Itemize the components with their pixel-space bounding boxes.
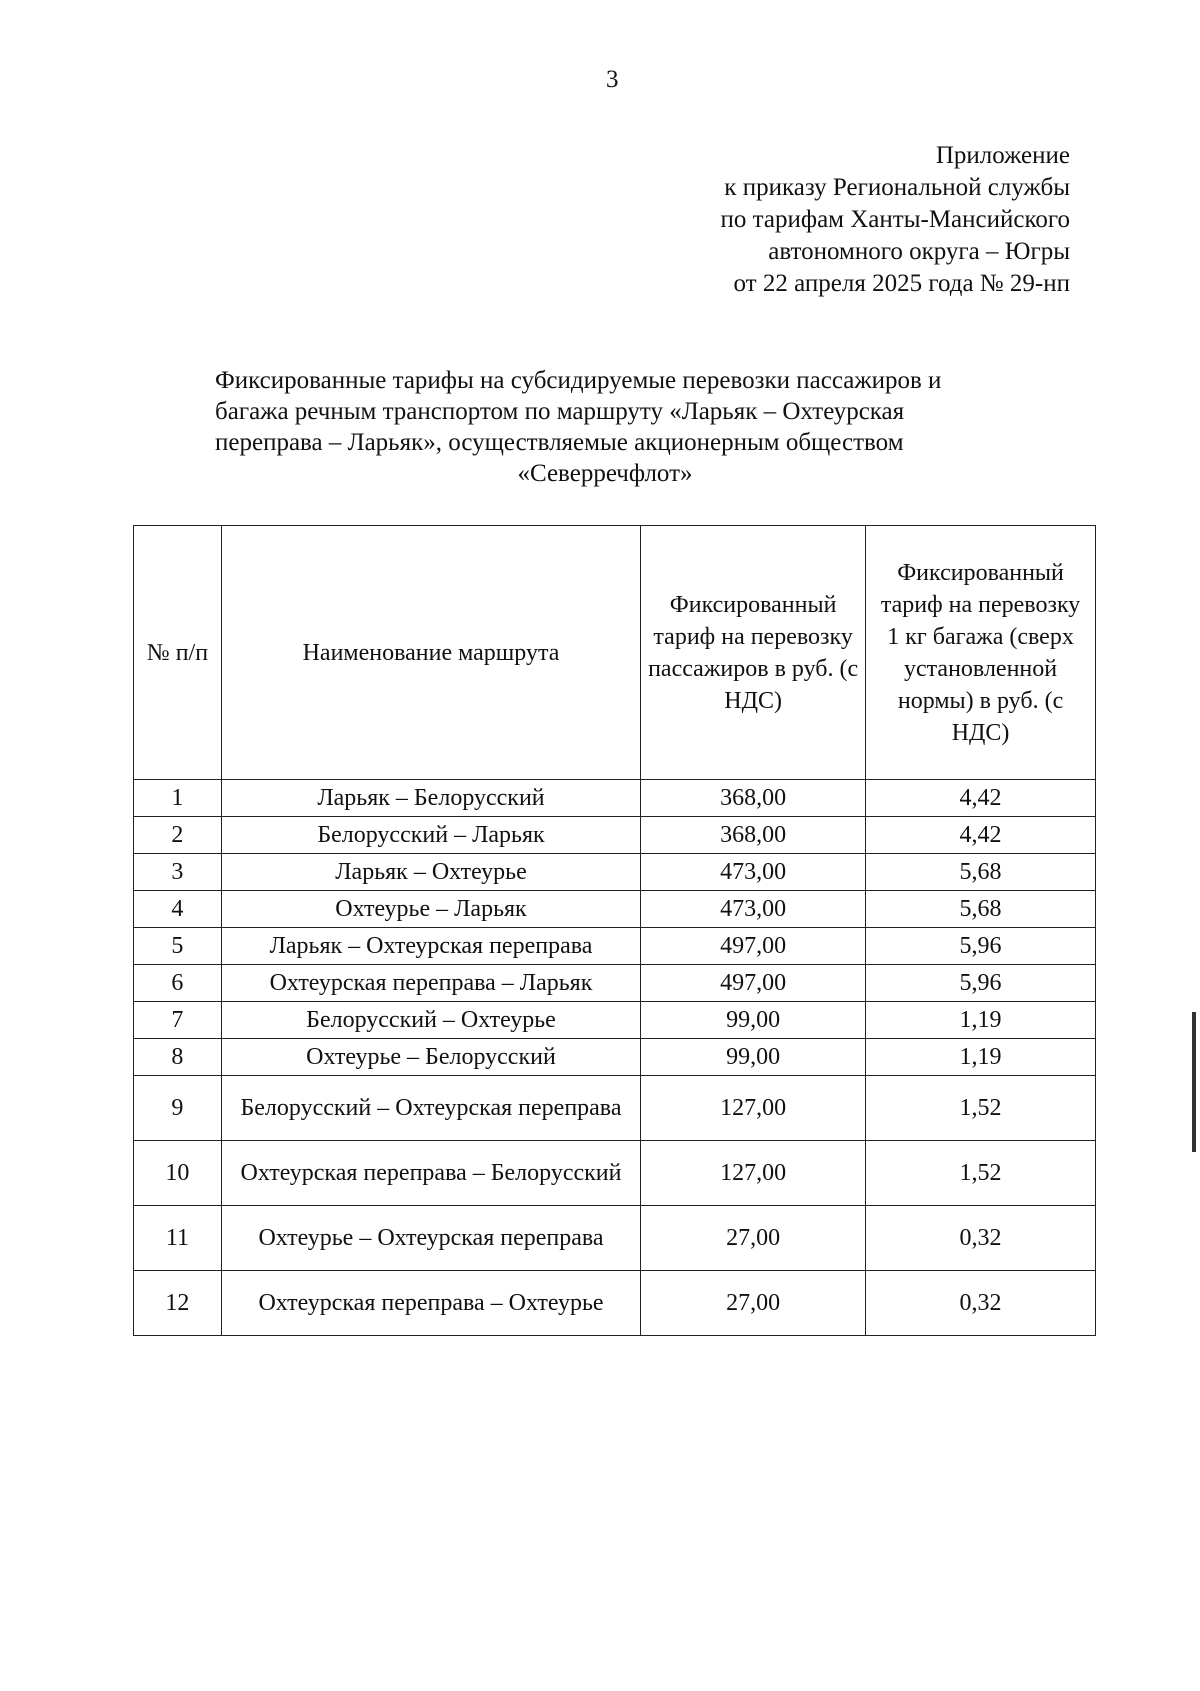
row-route: Ларьяк – Охтеурская переправа [221, 928, 640, 965]
row-num: 10 [134, 1141, 222, 1206]
appendix-header [550, 140, 1070, 300]
title-line: багажа речным транспортом по маршруту «Ларьяк – Охтеурская [215, 398, 905, 425]
row-num: 8 [134, 1039, 222, 1076]
row-num: 6 [134, 965, 222, 1002]
row-passenger-tariff: 473,00 [641, 891, 866, 928]
row-route: Охтеурская переправа – Белорусский [221, 1141, 640, 1206]
header-num: № п/п [134, 526, 222, 780]
row-num: 1 [134, 780, 222, 817]
row-passenger-tariff: 497,00 [641, 928, 866, 965]
table-header-row [134, 526, 1096, 780]
row-passenger-tariff: 127,00 [641, 1076, 866, 1141]
header-baggage-tariff: Фиксированный тариф на перевозку 1 кг багажа (сверх установленной нормы) в руб. (с НДС) [866, 526, 1096, 780]
row-baggage-tariff: 4,42 [866, 817, 1096, 854]
row-num: 3 [134, 854, 222, 891]
header-passenger-tariff: Фиксированный тариф на перевозку пассажиров в руб. (с НДС) [641, 526, 866, 780]
row-passenger-tariff: 473,00 [641, 854, 866, 891]
row-route: Охтеурье – Охтеурская переправа [221, 1206, 640, 1271]
row-baggage-tariff: 5,68 [866, 891, 1096, 928]
row-passenger-tariff: 368,00 [641, 817, 866, 854]
title-line: «Северречфлот» [517, 460, 693, 487]
table-row [134, 1076, 1096, 1141]
row-route: Белорусский – Охтеурье [221, 1002, 640, 1039]
row-num: 4 [134, 891, 222, 928]
table-row [134, 1039, 1096, 1076]
row-baggage-tariff: 1,52 [866, 1141, 1096, 1206]
row-route: Охтеурье – Ларьяк [221, 891, 640, 928]
row-route: Белорусский – Ларьяк [221, 817, 640, 854]
title-line: Фиксированные тарифы на субсидируемые перевозки пассажиров и [215, 367, 942, 394]
row-num: 9 [134, 1076, 222, 1141]
row-passenger-tariff: 368,00 [641, 780, 866, 817]
row-passenger-tariff: 497,00 [641, 965, 866, 1002]
table-row [134, 965, 1096, 1002]
scan-edge-mark [1192, 1012, 1196, 1152]
row-num: 5 [134, 928, 222, 965]
table-row [134, 928, 1096, 965]
table-row [134, 1271, 1096, 1336]
row-passenger-tariff: 99,00 [641, 1039, 866, 1076]
table-row [134, 1141, 1096, 1206]
page-number: 3 [606, 66, 619, 93]
header-route: Наименование маршрута [221, 526, 640, 780]
row-baggage-tariff: 5,96 [866, 965, 1096, 1002]
table-row [134, 780, 1096, 817]
row-passenger-tariff: 27,00 [641, 1271, 866, 1336]
row-route: Охтеурская переправа – Ларьяк [221, 965, 640, 1002]
row-route: Охтеурская переправа – Охтеурье [221, 1271, 640, 1336]
row-baggage-tariff: 5,68 [866, 854, 1096, 891]
title-line: переправа – Ларьяк», осуществляемые акционерным обществом [215, 429, 904, 456]
row-baggage-tariff: 1,19 [866, 1002, 1096, 1039]
appendix-line: от 22 апреля 2025 года № 29-нп [733, 270, 1070, 297]
row-passenger-tariff: 127,00 [641, 1141, 866, 1206]
table-row [134, 891, 1096, 928]
row-num: 12 [134, 1271, 222, 1336]
row-baggage-tariff: 5,96 [866, 928, 1096, 965]
table-row [134, 817, 1096, 854]
document-title [215, 365, 1075, 489]
row-num: 11 [134, 1206, 222, 1271]
row-route: Охтеурье – Белорусский [221, 1039, 640, 1076]
appendix-line: автономного округа – Югры [768, 238, 1070, 265]
row-route: Ларьяк – Белорусский [221, 780, 640, 817]
row-baggage-tariff: 0,32 [866, 1206, 1096, 1271]
row-passenger-tariff: 27,00 [641, 1206, 866, 1271]
table-row [134, 1206, 1096, 1271]
table-row [134, 854, 1096, 891]
row-passenger-tariff: 99,00 [641, 1002, 866, 1039]
table-row [134, 1002, 1096, 1039]
row-baggage-tariff: 1,52 [866, 1076, 1096, 1141]
tariff-table [133, 525, 1096, 1336]
row-route: Белорусский – Охтеурская переправа [221, 1076, 640, 1141]
row-baggage-tariff: 4,42 [866, 780, 1096, 817]
appendix-line: по тарифам Ханты-Мансийского [720, 206, 1070, 233]
appendix-line: Приложение [935, 142, 1070, 169]
row-num: 2 [134, 817, 222, 854]
row-baggage-tariff: 1,19 [866, 1039, 1096, 1076]
row-route: Ларьяк – Охтеурье [221, 854, 640, 891]
row-baggage-tariff: 0,32 [866, 1271, 1096, 1336]
appendix-line: к приказу Региональной службы [724, 174, 1070, 201]
row-num: 7 [134, 1002, 222, 1039]
